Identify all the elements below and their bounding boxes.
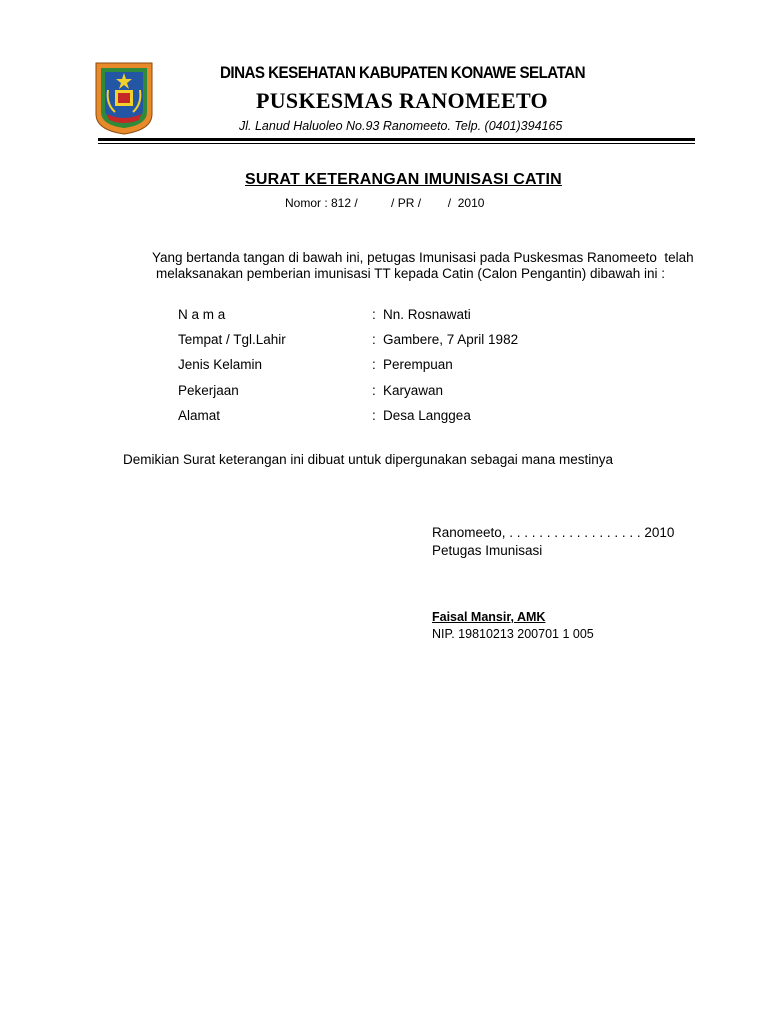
field-value: Karyawan — [383, 383, 444, 398]
header-rule-thin — [98, 143, 695, 144]
field-label: N a m a — [178, 307, 226, 322]
field-label: Tempat / Tgl.Lahir — [178, 332, 286, 347]
field-row-birth — [0, 332, 768, 352]
header-rule-thick — [98, 138, 695, 141]
field-label: Pekerjaan — [178, 383, 239, 398]
field-value: Perempuan — [383, 357, 453, 372]
document-title: SURAT KETERANGAN IMUNISASI CATIN — [245, 171, 562, 188]
field-row-address — [0, 408, 768, 428]
field-colon: : — [372, 357, 376, 372]
field-row-gender — [0, 357, 768, 377]
regency-emblem-icon — [93, 60, 155, 136]
place-date: Ranomeeto, . . . . . . . . . . . . . . . . . . 2010 — [432, 525, 675, 540]
signer-name: Faisal Mansir, AMK — [432, 610, 546, 624]
field-row-occupation — [0, 383, 768, 403]
field-colon: : — [372, 383, 376, 398]
field-label: Jenis Kelamin — [178, 357, 263, 372]
field-colon: : — [372, 408, 376, 423]
health-center-name: PUSKESMAS RANOMEETO — [256, 88, 548, 113]
closing-statement: Demikian Surat keterangan ini dibuat untuk dipergunakan sebagai mana mestinya — [123, 452, 614, 467]
intro-line-2: melaksanakan pemberian imunisasi TT kepada Catin (Calon Pengantin) dibawah ini : — [156, 266, 666, 281]
signer-nip: NIP. 19810213 200701 1 005 — [432, 627, 594, 641]
field-colon: : — [372, 307, 376, 322]
intro-line-1: Yang bertanda tangan di bawah ini, petugas Imunisasi pada Puskesmas Ranomeeto telah — [152, 250, 694, 265]
field-value: Gambere, 7 April 1982 — [383, 332, 519, 347]
field-colon: : — [372, 332, 376, 347]
agency-name: DINAS KESEHATAN KABUPATEN KONAWE SELATAN — [220, 64, 586, 82]
field-row-name — [0, 307, 768, 327]
field-value: Desa Langgea — [383, 408, 471, 423]
address-line: Jl. Lanud Haluoleo No.93 Ranomeeto. Telp. (0401)394165 — [239, 119, 563, 133]
field-label: Alamat — [178, 408, 221, 423]
signer-role: Petugas Imunisasi — [432, 543, 543, 558]
document-number: Nomor : 812 / / PR / / 2010 — [285, 196, 485, 210]
field-value: Nn. Rosnawati — [383, 307, 471, 322]
